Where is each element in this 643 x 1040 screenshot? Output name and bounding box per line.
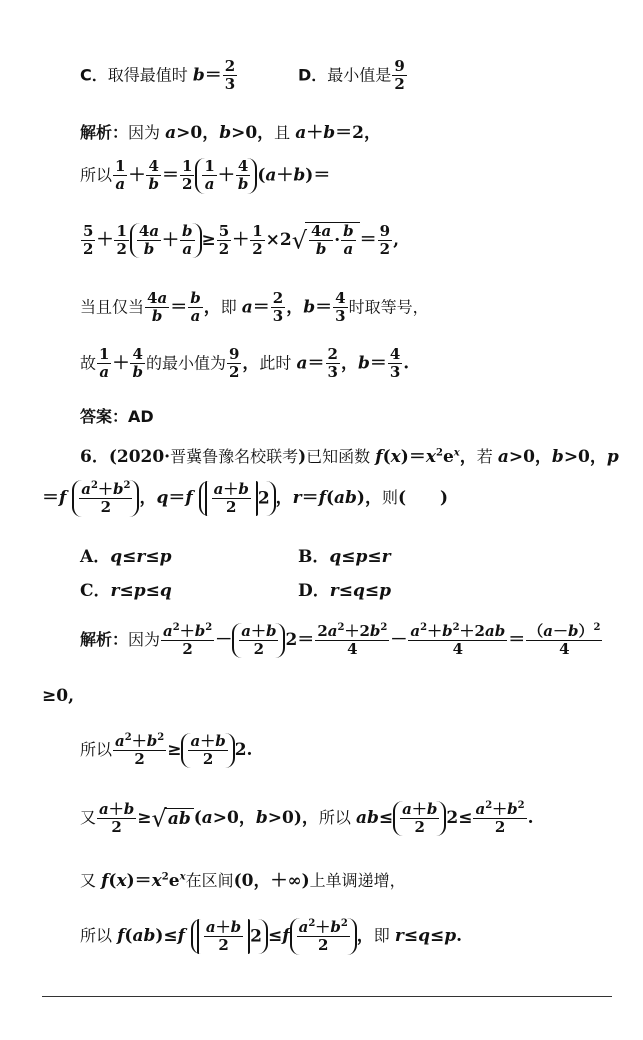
q5-analysis-l3: $\frac{5}{2}$ ＋ $\frac{1}{2}$ $\frac{4a}{b}$ ＋ $\frac{b}{a}$ ≥ $\frac{5}{2}$ ＋ $\frac{1}{2}$ ×2√ $\frac{4a}{b}$ · $\frac{b}{a}$ ＝ $\frac{9}{2}$ , <box>83 221 399 259</box>
q6-option-a: A．q≤r≤p <box>80 547 172 567</box>
q6-analysis-l4: 又 $f(x)=x^2e^x$在区间(0，＋∞)上单调递增， <box>80 871 406 891</box>
q5-analysis-l2: 所以 $\frac{1}{a}$ ＋ $\frac{4}{b}$ ＝ $\frac{1}{2}$ $\frac{1}{a}$ ＋ $\frac{4}{b}$ (a＋b)＝ <box>80 157 331 194</box>
q6-analysis-l5: 所以 f(ab)≤f $\frac{a+b}{2}$ 2 ≤f $\frac{a^2+b^2}{2}$ ，即 r≤q≤p. <box>80 917 463 955</box>
q6-analysis-l1: 解析：因为 $\frac{a^2+b^2}{2}$ － $\frac{a+b}{2}$ 2＝ $\frac{2a^2+2b^2}{4}$ － $\frac{a^2+b^2+2ab}{4}$ ＝ $\frac{(a-b)^2}{4}$ <box>80 621 601 659</box>
q5-option-d: D．最小值是 $\frac{9}{2}$ <box>298 57 405 94</box>
q5-analysis-l4: 当且仅当 $\frac{4a}{b}$ ＝ $\frac{b}{a}$ ，即 a＝ $\frac{2}{3}$ ，b＝ $\frac{4}{3}$ 时取等号， <box>80 289 429 326</box>
q6-analysis-l1b: ≥0, <box>42 686 74 706</box>
footer-divider <box>42 996 612 997</box>
q6-option-b: B．q≤p≤r <box>298 547 391 567</box>
q6-option-d: D．r≤q≤p <box>298 581 391 601</box>
q6-stem-line1: 6．(2020·晋冀鲁豫名校联考)已知函数 $f(x)=x^2e^x$，若 a>0，b>0，p <box>80 447 619 467</box>
q5-analysis-l1: 解析：因为 a>0，b>0，且 a＋b＝2， <box>80 123 382 143</box>
analysis-label: 解析： <box>80 123 129 142</box>
q5-analysis-l5: 故 $\frac{1}{a}$ ＋ $\frac{4}{b}$ 的最小值为 $\frac{9}{2}$ ，此时 a＝ $\frac{2}{3}$ ，b＝ $\frac{4}{3}$ . <box>80 345 410 382</box>
q5-option-c: C．取得最值时 b＝ $\frac{2}{3}$ <box>80 57 236 94</box>
q6-option-c: C．r≤p≤q <box>80 581 172 601</box>
q6-analysis-l2: 所以 $\frac{a^2+b^2}{2}$ ≥ $\frac{a+b}{2}$ 2. <box>80 731 253 769</box>
q5-answer: 答案：AD <box>80 407 154 426</box>
q6-analysis-l3: 又 $\frac{a+b}{2}$ ≥√ab (a>0，b>0)，所以 ab≤ $\frac{a+b}{2}$ 2≤ $\frac{a^2+b^2}{2}$ . <box>80 799 534 837</box>
q6-stem-line2: ＝f $\frac{a^2+b^2}{2}$ ，q＝f $\frac{a+b}{2}$ 2 ，r＝f(ab)，则( ) <box>42 479 449 517</box>
